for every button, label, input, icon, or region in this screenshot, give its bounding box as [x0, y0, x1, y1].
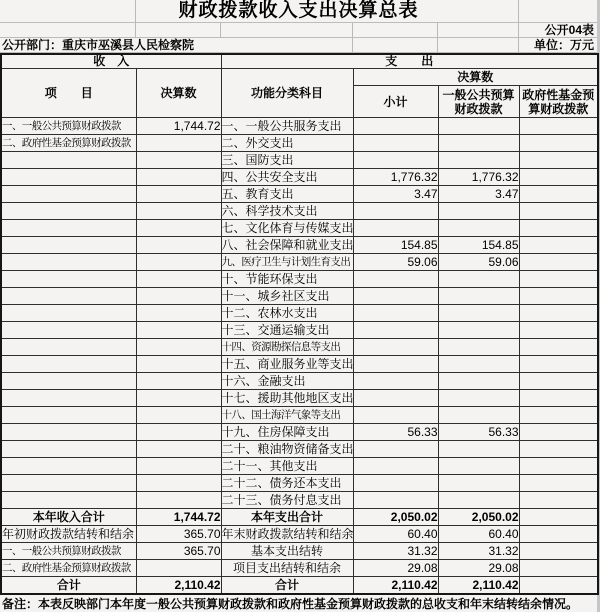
col-header-expense-amount: 决算数 [353, 69, 598, 86]
income-item-cell: 一、一般公共预算财政拨款 [1, 543, 136, 560]
gridline [518, 23, 519, 37]
gov-fund-cell [519, 458, 598, 475]
income-amount-cell [136, 254, 221, 271]
gov-fund-cell [519, 407, 598, 424]
general-budget-cell: 59.06 [438, 254, 519, 271]
general-budget-cell [438, 390, 519, 407]
income-amount-cell: 1,744.72 [136, 509, 221, 526]
banner-row [1, 54, 598, 69]
general-budget-cell [438, 458, 519, 475]
expense-item-cell: 一、一般公共服务支出 [221, 118, 353, 135]
table-row [1, 526, 598, 543]
subtotal-cell [353, 271, 438, 288]
table-body [1, 118, 598, 595]
col-header-function: 功能分类科目 [221, 69, 353, 118]
table-row [1, 577, 598, 595]
expense-item-cell: 二十一、其他支出 [221, 458, 353, 475]
income-banner: 收 入 [1, 54, 221, 69]
general-budget-cell [438, 339, 519, 356]
subtotal-cell [353, 475, 438, 492]
gov-fund-cell [519, 356, 598, 373]
subtotal-cell [353, 203, 438, 220]
income-item-cell [1, 220, 136, 237]
gridline [352, 38, 353, 52]
table-row [1, 152, 598, 169]
gov-fund-cell [519, 424, 598, 441]
general-budget-cell: 2,110.42 [438, 577, 519, 595]
gov-fund-cell [519, 254, 598, 271]
gov-fund-cell [519, 543, 598, 560]
income-item-cell [1, 254, 136, 271]
income-amount-cell [136, 203, 221, 220]
general-budget-cell: 60.40 [438, 526, 519, 543]
subtotal-cell [353, 118, 438, 135]
income-amount-cell: 365.70 [136, 526, 221, 543]
subtotal-cell: 56.33 [353, 424, 438, 441]
subtotal-cell [353, 356, 438, 373]
income-amount-cell [136, 356, 221, 373]
form-number-row [0, 23, 597, 38]
gov-fund-cell [519, 220, 598, 237]
table-row [1, 424, 598, 441]
subtotal-cell [353, 458, 438, 475]
page-title: 财政拨款收入支出决算总表 [178, 0, 419, 21]
income-item-cell [1, 271, 136, 288]
income-amount-cell [136, 237, 221, 254]
expense-item-cell: 二十三、债务付息支出 [221, 492, 353, 509]
income-item-cell: 二、政府性基金预算财政拨款 [1, 560, 136, 577]
subtotal-cell [353, 305, 438, 322]
expense-item-cell: 十、节能环保支出 [221, 271, 353, 288]
income-amount-cell [136, 458, 221, 475]
income-amount-cell [136, 152, 221, 169]
expense-item-cell: 五、教育支出 [221, 186, 353, 203]
expense-item-cell: 十四、资源勘探信息等支出 [221, 339, 353, 356]
general-budget-cell: 154.85 [438, 237, 519, 254]
gov-fund-cell [519, 475, 598, 492]
expense-item-cell: 十九、住房保障支出 [221, 424, 353, 441]
subtotal-cell: 29.08 [353, 560, 438, 577]
col-header-item: 项 目 [1, 69, 136, 118]
subtotal-cell [353, 373, 438, 390]
gov-fund-cell [519, 390, 598, 407]
expense-item-cell: 基本支出结转 [221, 543, 353, 560]
expense-item-cell: 年末财政拨款结转和结余 [221, 527, 354, 541]
table-row [1, 118, 598, 135]
income-item-cell [1, 390, 136, 407]
income-item-cell: 二、政府性基金预算财政拨款 [1, 135, 136, 152]
income-amount-cell [136, 305, 221, 322]
table-row [1, 288, 598, 305]
expense-item-cell: 十一、城乡社区支出 [221, 288, 353, 305]
table-row [1, 390, 598, 407]
gov-fund-cell [519, 288, 598, 305]
gov-fund-cell [519, 492, 598, 509]
gov-fund-cell [519, 509, 598, 526]
subtotal-cell: 60.40 [353, 526, 438, 543]
subtotal-cell [353, 220, 438, 237]
income-item-cell [1, 169, 136, 186]
income-amount-cell [136, 373, 221, 390]
income-amount-cell [136, 407, 221, 424]
general-budget-cell [438, 492, 519, 509]
table-row [1, 458, 598, 475]
table-row [1, 441, 598, 458]
income-item-cell [1, 356, 136, 373]
income-amount-cell [136, 322, 221, 339]
general-budget-cell [438, 271, 519, 288]
header-row [1, 69, 598, 86]
table-row [1, 135, 598, 152]
subtotal-cell: 154.85 [353, 237, 438, 254]
gov-fund-cell [519, 560, 598, 577]
expense-item-cell: 十八、国土海洋气象等支出 [221, 407, 353, 424]
income-item-cell [1, 339, 136, 356]
expense-item-cell: 十五、商业服务业等支出 [221, 357, 354, 371]
general-budget-cell [438, 322, 519, 339]
table-row [1, 356, 598, 373]
table-row [1, 407, 598, 424]
income-item-cell [1, 237, 136, 254]
table-row [1, 475, 598, 492]
col-header-gov-fund: 政府性基金预算财政拨款 [519, 86, 598, 118]
subtotal-cell: 2,050.02 [353, 509, 438, 526]
subtotal-cell [353, 152, 438, 169]
table-row [1, 254, 598, 271]
department-label: 公开部门：重庆市巫溪县人民检察院 [2, 38, 195, 52]
expense-item-cell: 六、科学技术支出 [221, 203, 353, 220]
subtotal-cell: 31.32 [353, 543, 438, 560]
income-item-cell: 合计 [1, 577, 136, 595]
gridline [352, 23, 353, 37]
fiscal-table [0, 53, 599, 595]
gov-fund-cell [519, 305, 598, 322]
table-row [1, 203, 598, 220]
expense-item-cell: 十三、交通运输支出 [221, 322, 353, 339]
note-text: 备注：本表反映部门本年度一般公共预算财政拨款和政府性基金预算财政拨款的总收支和年末结转结余情况。 [2, 597, 579, 611]
subtotal-cell: 59.06 [353, 254, 438, 271]
income-amount-cell [136, 441, 221, 458]
gov-fund-cell [519, 135, 598, 152]
subtotal-cell: 3.47 [353, 186, 438, 203]
col-header-general-budget: 一般公共预算财政拨款 [438, 86, 519, 118]
expense-item-cell: 八、社会保障和就业支出 [221, 238, 354, 252]
general-budget-cell [438, 407, 519, 424]
table-row [1, 543, 598, 560]
general-budget-cell [438, 152, 519, 169]
income-item-cell [1, 424, 136, 441]
table-row [1, 220, 598, 237]
unit-label: 单位：万元 [533, 38, 594, 52]
subtotal-cell [353, 407, 438, 424]
subtotal-cell [353, 288, 438, 305]
general-budget-cell: 56.33 [438, 424, 519, 441]
general-budget-cell [438, 288, 519, 305]
title-row [0, 0, 597, 23]
income-amount-cell [136, 560, 221, 577]
income-amount-cell [136, 424, 221, 441]
income-amount-cell [136, 339, 221, 356]
income-amount-cell [136, 271, 221, 288]
subtotal-cell [353, 322, 438, 339]
general-budget-cell [438, 135, 519, 152]
general-budget-cell [438, 475, 519, 492]
general-budget-cell: 2,050.02 [438, 509, 519, 526]
note-row [0, 595, 597, 612]
general-budget-cell [438, 220, 519, 237]
gridline [135, 23, 136, 37]
income-amount-cell [136, 390, 221, 407]
general-budget-cell: 1,776.32 [438, 169, 519, 186]
expense-item-cell: 本年支出合计 [221, 509, 353, 526]
subtotal-cell [353, 492, 438, 509]
income-item-cell [1, 373, 136, 390]
general-budget-cell: 31.32 [438, 543, 519, 560]
expense-item-cell: 合计 [221, 577, 353, 595]
income-amount-cell: 2,110.42 [136, 577, 221, 595]
gov-fund-cell [519, 526, 598, 543]
income-amount-cell [136, 220, 221, 237]
income-item-cell: 一、一般公共预算财政拨款 [1, 118, 136, 135]
income-amount-cell [136, 475, 221, 492]
general-budget-cell [438, 203, 519, 220]
table-row [1, 492, 598, 509]
table-row [1, 186, 598, 203]
expense-item-cell: 二十、粮油物资储备支出 [221, 442, 354, 456]
col-header-income-amount: 决算数 [136, 69, 221, 118]
gridline [518, 0, 519, 22]
income-amount-cell [136, 186, 221, 203]
expense-item-cell: 九、医疗卫生与计划生育支出 [221, 254, 353, 271]
gov-fund-cell [519, 322, 598, 339]
general-budget-cell [438, 441, 519, 458]
income-item-cell [1, 407, 136, 424]
expense-item-cell: 十六、金融支出 [221, 373, 353, 390]
table-row [1, 322, 598, 339]
gov-fund-cell [519, 271, 598, 288]
income-item-cell [1, 458, 136, 475]
income-amount-cell [136, 288, 221, 305]
income-amount-cell [136, 169, 221, 186]
income-item-cell: 年初财政拨款结转和结余 [2, 527, 135, 541]
expense-item-cell: 四、公共安全支出 [221, 169, 353, 186]
income-amount-cell [136, 135, 221, 152]
table-row [1, 339, 598, 356]
gov-fund-cell [519, 203, 598, 220]
table-row [1, 509, 598, 526]
gov-fund-cell [519, 237, 598, 254]
expense-item-cell: 项目支出结转和结余 [221, 560, 353, 577]
expense-item-cell: 三、国防支出 [221, 152, 353, 169]
subtotal-cell [353, 135, 438, 152]
income-amount-cell: 365.70 [136, 543, 221, 560]
table-row [1, 305, 598, 322]
income-item-cell [1, 186, 136, 203]
table-row [1, 373, 598, 390]
gov-fund-cell [519, 373, 598, 390]
subtotal-cell [353, 390, 438, 407]
gov-fund-cell [519, 339, 598, 356]
expense-banner: 支 出 [221, 54, 598, 69]
gov-fund-cell [519, 118, 598, 135]
income-item-cell [1, 492, 136, 509]
general-budget-cell [438, 118, 519, 135]
gov-fund-cell [519, 186, 598, 203]
general-budget-cell: 29.08 [438, 560, 519, 577]
expense-item-cell: 二、外交支出 [221, 135, 353, 152]
expense-item-cell: 十二、农林水支出 [221, 305, 353, 322]
gridline [135, 0, 136, 22]
subtotal-cell [353, 339, 438, 356]
income-item-cell [1, 203, 136, 220]
gridline [437, 23, 438, 37]
table-row [1, 169, 598, 186]
col-header-subtotal: 小计 [353, 86, 438, 118]
subtotal-cell: 1,776.32 [353, 169, 438, 186]
form-number: 公开04表 [544, 23, 594, 37]
gridline [220, 23, 221, 37]
table-row [1, 237, 598, 254]
income-item-cell [1, 475, 136, 492]
gov-fund-cell [519, 152, 598, 169]
income-item-cell [1, 305, 136, 322]
income-item-cell: 本年收入合计 [1, 509, 136, 526]
income-item-cell [1, 322, 136, 339]
general-budget-cell [438, 373, 519, 390]
income-item-cell [1, 152, 136, 169]
general-budget-cell: 3.47 [438, 186, 519, 203]
expense-item-cell: 七、文化体育与传媒支出 [221, 221, 354, 235]
gridline [518, 38, 519, 52]
income-item-cell [1, 441, 136, 458]
table-row [1, 271, 598, 288]
general-budget-cell [438, 305, 519, 322]
table-row [1, 560, 598, 577]
income-amount-cell [136, 492, 221, 509]
subtotal-cell: 2,110.42 [353, 577, 438, 595]
gov-fund-cell [519, 441, 598, 458]
subtotal-cell [353, 441, 438, 458]
gov-fund-cell [519, 577, 598, 595]
gridline [437, 38, 438, 52]
income-amount-cell: 1,744.72 [136, 118, 221, 135]
department-row [0, 38, 597, 53]
expense-item-cell: 二十二、债务还本支出 [221, 475, 353, 492]
gov-fund-cell [519, 169, 598, 186]
income-item-cell [1, 288, 136, 305]
general-budget-cell [438, 356, 519, 373]
expense-item-cell: 十七、援助其他地区支出 [221, 391, 354, 405]
